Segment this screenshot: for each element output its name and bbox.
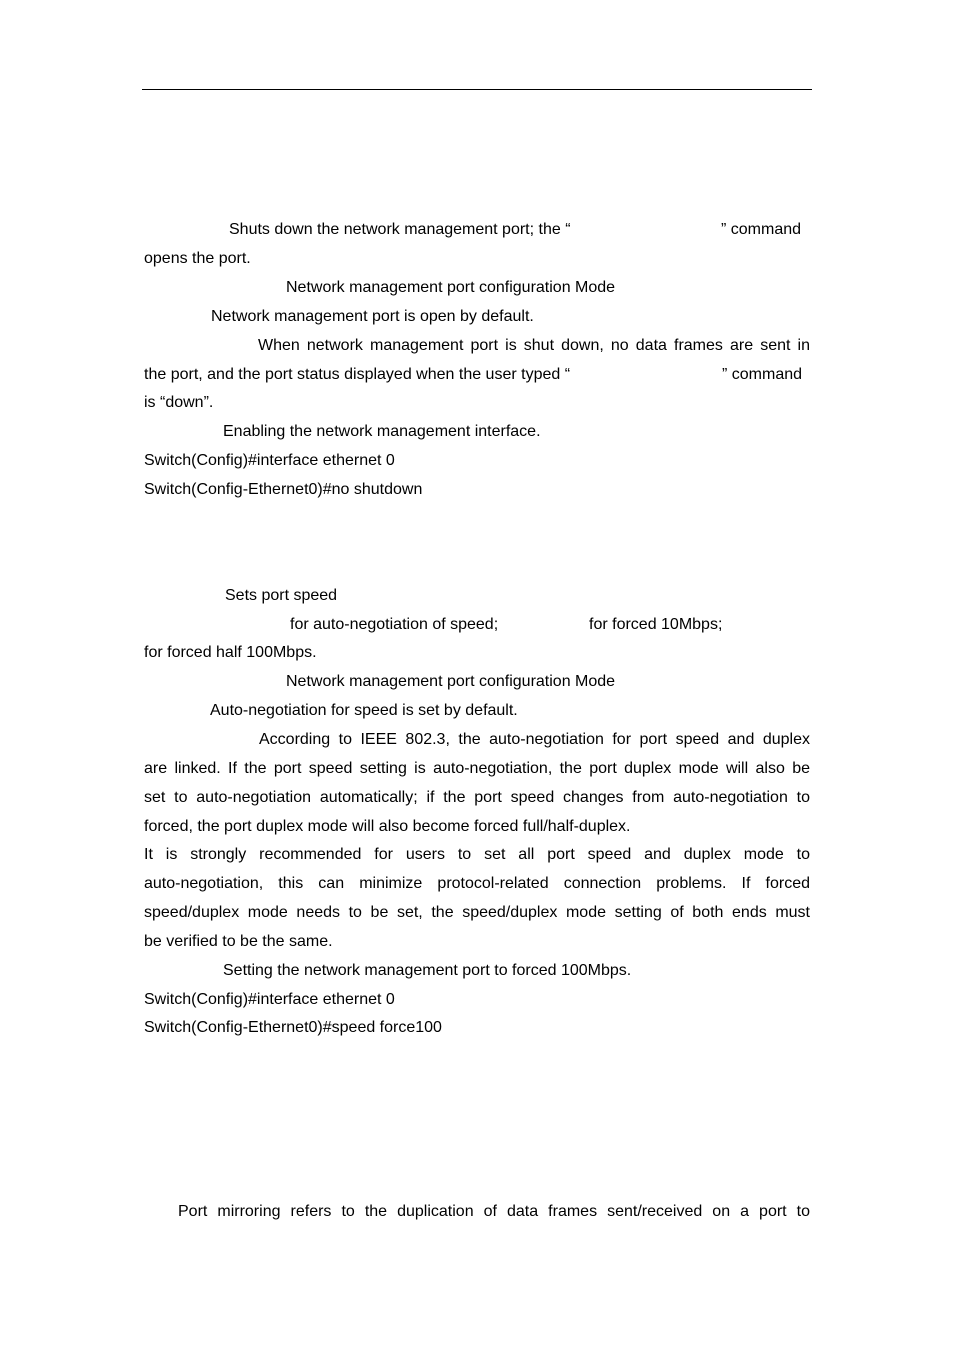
shutdown-example: Enabling the network management interface. (223, 423, 541, 440)
speed-usage-line-8: be verified to be the same. (144, 933, 333, 950)
speed-example-cmd-1: Switch(Config)#interface ethernet 0 (144, 991, 395, 1008)
speed-example: Setting the network management port to forced 100Mbps. (223, 962, 632, 979)
speed-param-auto: for auto-negotiation of speed; (290, 616, 499, 633)
shutdown-usage-line-1: When network management port is shut down, no data frames are sent in (258, 337, 810, 354)
speed-usage-line-5: It is strongly recommended for users to set all port speed and duplex mode to (144, 846, 810, 863)
shutdown-mode: Network management port configuration Mode (286, 279, 616, 296)
speed-mode: Network management port configuration Mode (286, 673, 616, 690)
shutdown-example-cmd-2: Switch(Config-Ethernet0)#no shutdown (144, 481, 423, 498)
speed-usage-line-1: According to IEEE 802.3, the auto-negotiation for port speed and duplex (259, 731, 810, 748)
speed-function: Sets port speed (225, 587, 338, 604)
speed-param-10: for forced 10Mbps; (589, 616, 723, 633)
shutdown-example-cmd-1: Switch(Config)#interface ethernet 0 (144, 452, 395, 469)
speed-usage-line-6: auto-negotiation, this can minimize protocol-related connection problems. If forced (144, 875, 810, 892)
header-rule (142, 89, 812, 90)
shutdown-usage-line-2: the port, and the port status displayed when the user typed “ (144, 366, 571, 383)
port-mirroring-intro: Port mirroring refers to the duplication of data frames sent/received on a port to (178, 1203, 810, 1220)
shutdown-description-cont: opens the port. (144, 250, 251, 267)
shutdown-default: Network management port is open by default. (211, 308, 534, 325)
shutdown-usage-line-2-end: ” command (722, 366, 803, 383)
shutdown-usage-line-3: is “down”. (144, 394, 214, 411)
shutdown-description: Shuts down the network management port; the “ (229, 221, 571, 238)
speed-usage-line-3: set to auto-negotiation automatically; if the port speed changes from auto-negotiation to (144, 789, 810, 806)
speed-param-100: for forced half 100Mbps. (144, 644, 317, 661)
speed-usage-line-2: are linked. If the port speed setting is auto-negotiation, the port duplex mode will also be (144, 760, 810, 777)
speed-usage-line-7: speed/duplex mode needs to be set, the speed/duplex mode setting of both ends must (144, 904, 810, 921)
shutdown-description-end: ” command (721, 221, 802, 238)
speed-usage-line-4: forced, the port duplex mode will also become forced full/half-duplex. (144, 818, 631, 835)
speed-default: Auto-negotiation for speed is set by default. (210, 702, 518, 719)
speed-example-cmd-2: Switch(Config-Ethernet0)#speed force100 (144, 1019, 442, 1036)
